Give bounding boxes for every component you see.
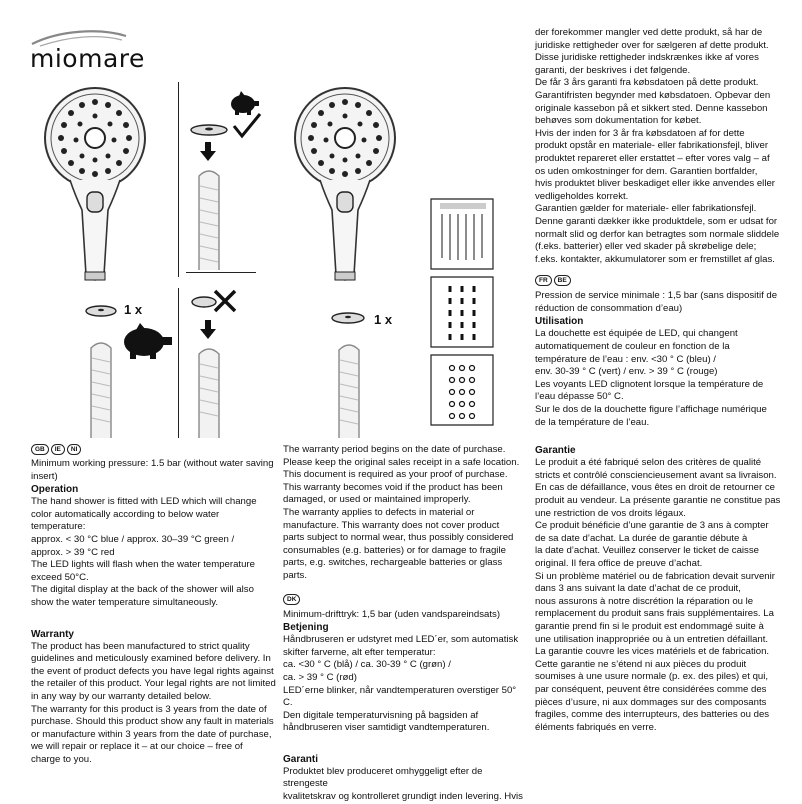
arrow-down-icon	[200, 142, 216, 162]
warranty-continued-text: The warranty period begins on the date of purchase. Please keep the original sales receipt in a safe location. This document is required as your proof of purchase. This warranty becomes void if the product has been damaged, or used or maintained improperly. The warranty applies to defects in material or manufacture. This warranty does not cover product parts subject to normal wear, thus possibly considered consumables (e.g. batteries) or for damage to fragile parts, e.g. switches, rechargeable batteries or glass parts.	[283, 444, 520, 581]
french-warranty-text: Le produit a été fabriqué selon des critères de qualité stricts et contrôlé consciencieusement avant sa livraison. En cas de défaillance, vous êtes en droit de retourner ce produit au vendeur. La présente garantie ne constitue pas une restriction de vos droits légaux. Ce produit bénéficie d’une garantie de 3 ans à compter de sa date d’achat. La durée de garantie débute à la date d’achat. Veuillez conserver le ticket de caisse original. Il fera office de preuve d’achat. Si un problème matériel ou de fabrication devait survenir dans 3 ans suivant la date d’achat de ce produit, nous assurons à notre discrétion la réparation ou le remplacement du produit sans frais supplémentaires. La garantie prend fin si le produit est endommagé suite à une utilisation inappropriée ou à un entretien défaillant. La garantie couvre les vices matériels et de fabrication. Cette garantie ne s’étend ni aux pièces du produit soumises à une usure normale (p. ex. des piles) et qui, par conséquent, peuvent être considérées comme des pièces d’usure, ni aux dommages sur des composants fragiles, comme des interrupteurs, des batteries ou des éléments fabriqués en verre.	[535, 457, 781, 733]
check-icon	[232, 112, 262, 140]
danish-operation-heading: Betjening	[283, 622, 329, 634]
illustration-area	[0, 0, 530, 440]
column-2	[283, 444, 528, 804]
min-pressure-text: Minimum working pressure: 1.5 bar (without water saving insert)	[31, 458, 274, 482]
french-min-pressure-text: Pression de service minimale : 1,5 bar (sans dispositif de réduction de consommation d’eau)	[535, 290, 778, 314]
shower-hose-image	[196, 344, 222, 438]
operation-heading: Operation	[31, 484, 79, 496]
shower-hose-image	[196, 166, 222, 270]
language-badges	[283, 594, 528, 608]
water-saving-insert-icon	[188, 122, 230, 138]
spray-mode-jet-icon	[430, 276, 494, 348]
language-badges	[535, 275, 797, 289]
danish-operation-text: Håndbruseren er udstyret med LED´er, som automatisk skifter farverne, alt efter temperatur: ca. <30 ° C (blå) / ca. 30-39 ° C (grøn) / ca. > 39 ° C (rød) LED´erne blinker, når vandtemperaturen overstiger 50° C. Den digitale temperaturvisning på bagsiden af håndbruseren viser samtidigt vandtemperaturen.	[283, 634, 519, 734]
language-badges	[31, 444, 276, 457]
water-saving-insert-icon	[330, 310, 366, 326]
quantity-label: 1 x	[374, 312, 393, 327]
danish-min-pressure-text: Minimum-drifttryk: 1,5 bar (uden vandspareindsats)	[283, 608, 501, 620]
operation-text: The hand shower is fitted with LED which will change color automatically according to below water temperature: approx. < 30 °C blue / approx. 30–39 °C green / approx. > 39 °C red The LED lights will flash when the water temperature exceed 50°C. The digital display at the back of the shower will also show the water temperature simultaneously.	[31, 496, 257, 608]
spray-mode-rain-icon	[430, 198, 494, 270]
language-badge: DK	[283, 594, 300, 605]
spray-mode-drops-icon	[430, 354, 494, 426]
language-badge: NI	[67, 444, 82, 455]
warranty-text: The product has been manufactured to strict quality guidelines and meticulously examined before delivery. In the event of product defects you have legal rights against the retailer of this product. Your legal rights are not limited in any way by our warranty detailed below. The warranty for this product is 3 years from the date of purchase. Should this product show any fault in materials or manufacture within 3 years from the date of purchase, we will repair or replace it – at our choice – free of charge to you.	[31, 640, 276, 765]
divider-line	[178, 82, 179, 277]
arrow-down-icon	[200, 320, 216, 340]
quantity-label: 1 x	[124, 302, 143, 317]
shower-hose-image	[88, 338, 114, 438]
column-3	[535, 27, 797, 734]
danish-warranty-continued-text: der forekommer mangler ved dette produkt, så har de juridiske rettigheder over for sælgeren af dette produkt. Disse juridiske rettigheder indskrænkes ikke af vores garanti, der beskrives i det følgende. De får 3 års garanti fra købsdatoen på dette produkt. Garantifristen begynder med købsdatoen. Opbevar den originale kassebon på et sikkert sted. Denne kassebon behøves som dokumentation for købet. Hvis der inden for 3 år fra købsdatoen af for dette produkt opstår en materiale- eller fabrikationsfejl, bliver produktet repareret eller erstattet – efter vores valg – af os uden omkostninger for dem. Garantien bortfalder, hvis produktet bliver beskadiget eller ikke anvendes eller vedligeholdes korrekt. Garantien gælder for materiale- eller fabrikationsfejl. Denne garanti dækker ikke produktdele, som er udsat for normalt slid og derfor kan betragtes som normale sliddele (f.eks. batterier) eller ved skader på skrøbelige dele; f.eks. kontakter, akkumulatorer som er fremstillet af glas.	[535, 27, 780, 265]
french-operation-text: La douchette est équipée de LED, qui changent automatiquement de couleur en fonction de la température de l’eau : env. <30 ° C (bleu) / env. 30-39 ° C (vert) / env. > 39 ° C (rouge) Les voyants LED clignotent lorsque la température de l’eau dépasse 50° C. Sur le dos de la douchette figure l’affichage numérique de la température de l’eau.	[535, 328, 767, 428]
logo-wordmark: miomare	[30, 44, 145, 73]
french-operation-heading: Utilisation	[535, 316, 584, 328]
danish-warranty-heading: Garanti	[283, 753, 319, 765]
cross-icon	[212, 288, 238, 314]
language-badge: GB	[31, 444, 49, 455]
shower-hose-image	[336, 340, 362, 438]
english-section	[31, 444, 276, 766]
language-badge: IE	[51, 444, 65, 455]
french-warranty-heading: Garantie	[535, 445, 576, 457]
language-badge: BE	[554, 275, 571, 286]
warranty-heading: Warranty	[31, 628, 74, 640]
water-saving-insert-icon	[84, 304, 118, 318]
piggy-bank-icon	[118, 322, 174, 360]
hand-shower-left-image	[40, 80, 160, 290]
divider-line	[178, 288, 179, 438]
danish-warranty-text: Produktet blev produceret omhyggeligt efter de strengeste kvalitetskrav og kontrolleret grundigt inden levering. Hvis	[283, 765, 523, 803]
hand-shower-right-image	[290, 80, 410, 290]
divider-line	[186, 272, 256, 273]
language-badge: FR	[535, 275, 552, 286]
